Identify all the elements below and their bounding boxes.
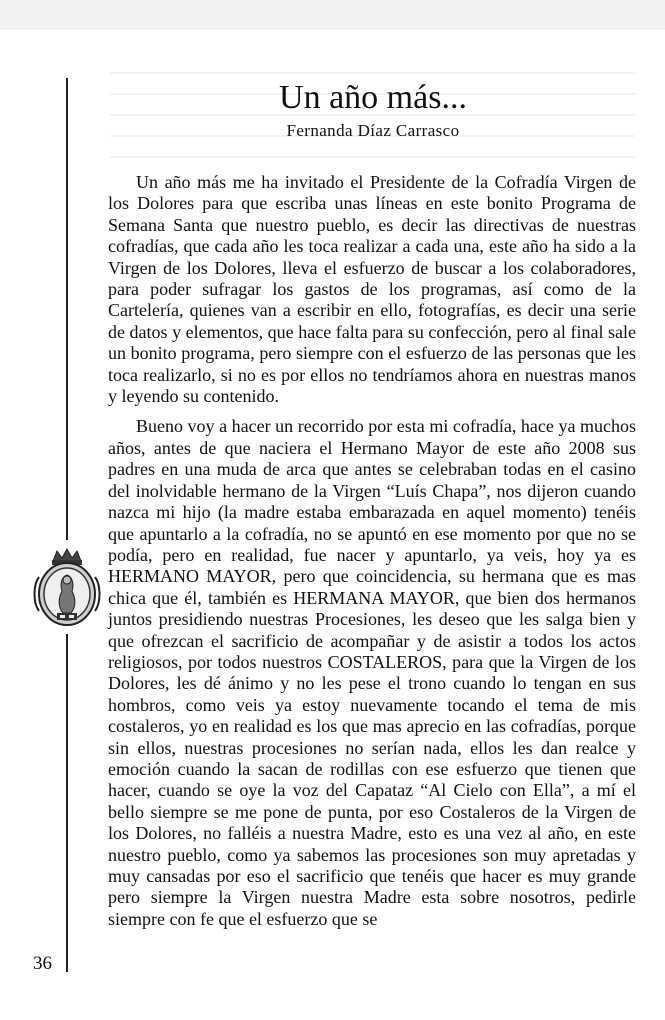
page-number: 36 [33,953,52,974]
cofradia-crest-icon [33,547,101,629]
margin-rule-lower [66,634,68,972]
paragraph: Un año más me ha invitado el Presidente de la Cofradía Virgen de los Dolores para que escriba unas líneas en este bonito Programa de Semana Santa que nuestro pueblo, es decir las directivas de nuestras cofradías, que cada año les toca realizar a cada una, este año ha sido a la Virgen de los Dolores, lleva el esfuerzo de buscar a los colaboradores, para poder sufragar los gastos de los programas, así como de la Cartelería, quienes van a escribir en ello, fotografías, es decir una serie de datos y elementos, que hace falta para su confección, pero al final sale un bonito programa, pero siempre con el esfuerzo de las personas que les toca realizarlo, si no es por ellos no tendríamos ahora en nuestras manos y leyendo su contenido. [108,172,636,407]
article-body [108,172,636,939]
page-top-edge [0,0,665,30]
margin-rule-upper [66,78,68,540]
paragraph: Bueno voy a hacer un recorrido por esta mi cofradía, hace ya muchos años, antes de que naciera el Hermano Mayor de este año 2008 sus padres en una muda de arca que antes se celebraban todas en el casino del inolvidable hermano de la Virgen “Luís Chapa”, nos dijeron cuando nazca mi hijo (la madre estaba embarazada en aquel momento) tenéis que apuntarlo a la cofradía, no se apuntó en ese momento por que no se podía, pero en realidad, fue nacer y apuntarlo, ya veis, hoy ya es HERMANO MAYOR, pero que coincidencia, su hermana que es mas chica que él, también es HERMANA MAYOR, que bien dos hermanos juntos presidiendo nuestras Procesiones, les deseo que les salga bien y que ofrezcan el sacrificio de acompañar y de asistir a todos los actos religiosos, por todos nuestros COSTALEROS, para que la Virgen de los Dolores, les dé ánimo y no les pese el trono cuando lo tengan en sus hombros, como veis ya estoy nuevamente tocando el tema de mis costaleros, yo en realidad es los que mas aprecio en las cofradías, porque sin ellos, nuestras procesiones no serían nada, ellos les dan realce y emoción cuando la sacan de rodillas con ese esfuerzo que tienen que hacer, cuando se oye la voz del Capataz “Al Cielo con Ella”, a mí el bello siempre se me pone de punta, por eso Costaleros de la Virgen de los Dolores, no falléis a nuestra Madre, esto es una vez al año, en este nuestro pueblo, como ya sabemos las procesiones son muy apretadas y muy cansadas por eso el sacrificio que tenéis que hacer es muy grande pero siempre la Virgen nuestra Madre esta sobre nosotros, pedirle siempre con fe que el esfuerzo que se [108,416,636,929]
article-author: Fernanda Díaz Carrasco [286,121,460,140]
article-title: Un año más... [279,79,467,116]
